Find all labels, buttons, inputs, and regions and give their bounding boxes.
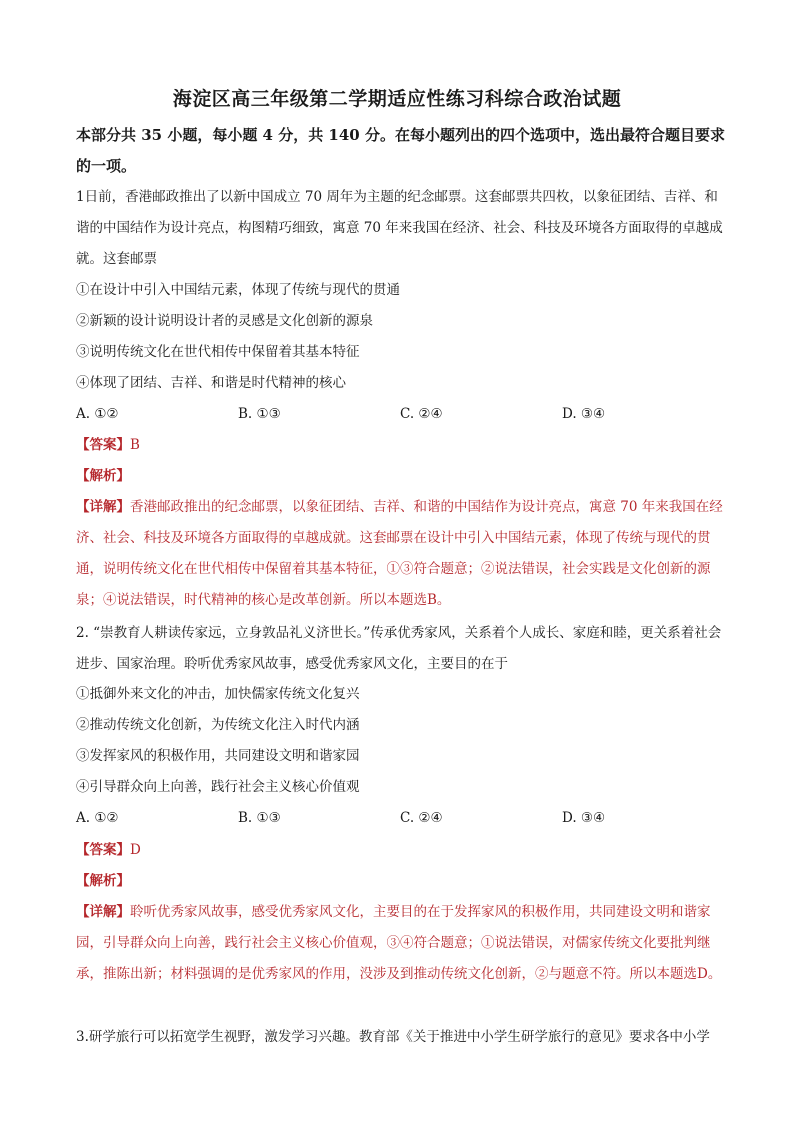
- question-2-statement-2: ②推动传统文化创新，为传统文化注入时代内涵: [76, 717, 360, 733]
- answer-value: B: [130, 437, 140, 453]
- detail-label: 【详解】: [76, 499, 130, 515]
- question-1-statement-3: ③说明传统文化在世代相传中保留着其基本特征: [76, 344, 360, 360]
- question-1-analysis-label: 【解析】: [76, 468, 130, 484]
- question-1-option-d: D. ③④: [562, 406, 606, 422]
- detail-text: 香港邮政推出的纪念邮票，以象征团结、吉祥、和谐的中国结作为设计亮点，寓意 70 年来我国在经济、社会、科技及环境各方面取得的卓越成就。这套邮票在设计中引入中国结元素，体现了传统与现代的贯通，说明传统文化在世代相传中保留着其基本特征，①③符合题意；②说法错误，社会实践是文化创新的源泉；④说法错误，时代精神的核心是改革创新。所以本题选B。: [76, 499, 723, 608]
- question-3-stem: 3.研学旅行可以拓宽学生视野，激发学习兴趣。教育部《关于推进中小学生研学旅行的意见》要求各中小学: [76, 1029, 710, 1045]
- question-2-statement-3: ③发挥家风的积极作用，共同建设文明和谐家园: [76, 748, 360, 764]
- section-instructions: 本部分共 35 小题，每小题 4 分，共 140 分。在每小题列出的四个选项中，选出最符合题目要求的一项。: [76, 126, 725, 175]
- question-2-detail: [76, 897, 728, 990]
- detail-label: 【详解】: [76, 904, 130, 920]
- question-1-option-b: B. ①③: [238, 406, 281, 422]
- question-1-option-a: A. ①②: [76, 406, 119, 422]
- question-1-detail: [76, 492, 728, 616]
- question-1-answer: [76, 433, 140, 457]
- question-1-statement-2: ②新颖的设计说明设计者的灵感是文化创新的源泉: [76, 313, 373, 329]
- question-2-option-b: B. ①③: [238, 810, 281, 826]
- question-2-statement-1: ①抵御外来文化的冲击，加快儒家传统文化复兴: [76, 686, 360, 702]
- question-1-statement-1: ①在设计中引入中国结元素，体现了传统与现代的贯通: [76, 282, 400, 298]
- page-title: 海淀区高三年级第二学期适应性练习科综合政治试题: [172, 88, 622, 110]
- question-2-answer: [76, 838, 141, 862]
- detail-text: 聆听优秀家风故事，感受优秀家风文化，主要目的在于发挥家风的积极作用，共同建设文明和谐家园，引导群众向上向善，践行社会主义核心价值观，③④符合题意；①说法错误，对儒家传统文化要批判继承，推陈出新；材料强调的是优秀家风的作用，没涉及到推动传统文化创新，②与题意不符。所以本题选D。: [76, 904, 722, 982]
- question-2-option-c: C. ②④: [400, 810, 443, 826]
- question-2-option-a: A. ①②: [76, 810, 119, 826]
- question-2-statement-4: ④引导群众向上向善，践行社会主义核心价值观: [76, 779, 360, 795]
- question-2-analysis-label: 【解析】: [76, 873, 130, 889]
- question-2-stem: 2. “崇教育人耕读传家远，立身敦品礼义济世长。”传承优秀家风，关系着个人成长、家庭和睦，更关系着社会进步、国家治理。聆听优秀家风故事，感受优秀家风文化，主要目的在于: [76, 625, 722, 672]
- question-1-option-c: C. ②④: [400, 406, 443, 422]
- answer-value: D: [130, 842, 141, 858]
- answer-label: 【答案】: [76, 842, 130, 858]
- question-2-option-d: D. ③④: [562, 810, 606, 826]
- question-1-statement-4: ④体现了团结、吉祥、和谐是时代精神的核心: [76, 375, 346, 391]
- answer-label: 【答案】: [76, 437, 130, 453]
- question-1-stem: 1日前，香港邮政推出了以新中国成立 70 周年为主题的纪念邮票。这套邮票共四枚，以象征团结、吉祥、和谐的中国结作为设计亮点，构图精巧细致，寓意 70 年来我国在经济、社会、科技及环境各方面取得的卓越成就。这套邮票: [76, 189, 723, 267]
